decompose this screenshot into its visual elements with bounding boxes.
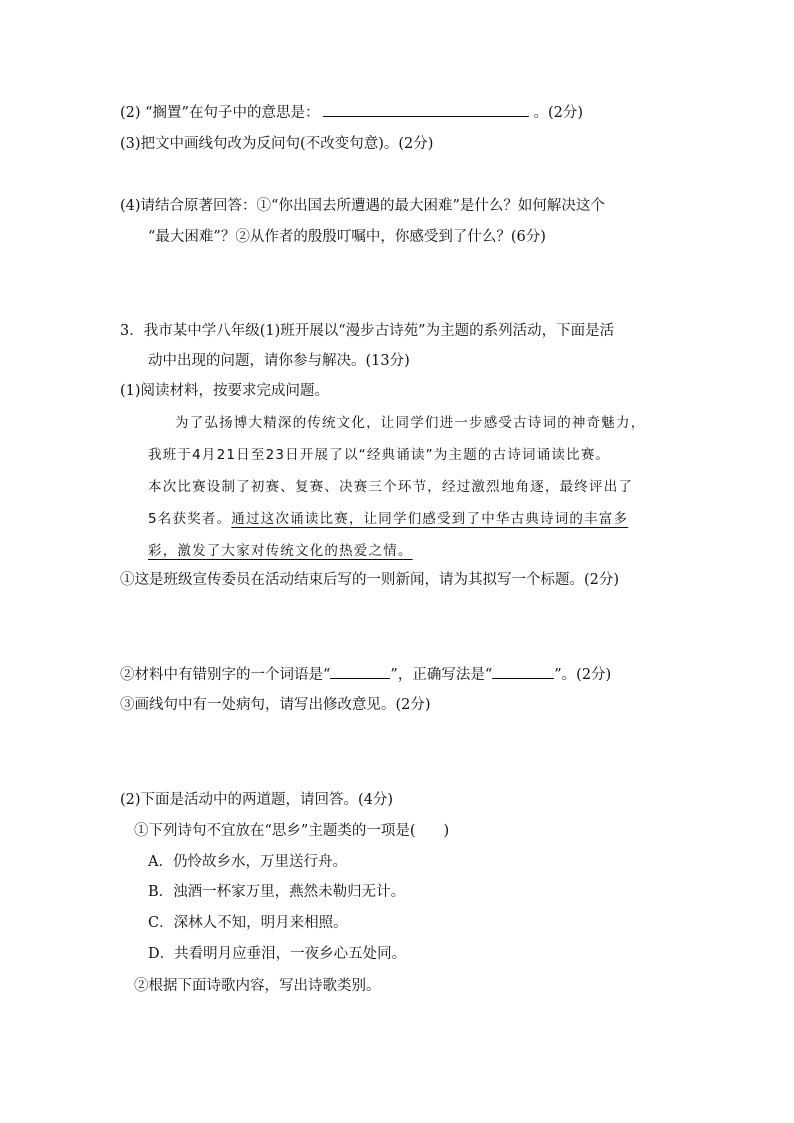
q3-intro-line1: 3．我市某中学八年级(1)班开展以“漫步古诗苑”为主题的系列活动，下面是活 [120, 323, 615, 339]
q2-sub3: (3)把文中画线句改为反问句(不改变句意)。(2分) [120, 136, 434, 152]
q3-task2-b: ”，正确写法是“ [390, 667, 493, 683]
mc-option-a: A．仍怜故乡水，万里送行舟。 [148, 854, 347, 870]
q3-part2-title: (2)下面是活动中的两道题，请回答。(4分) [120, 792, 394, 808]
mc-question-stem [134, 821, 449, 841]
q3-intro-line2: 动中出现的问题，请你参与解决。(13分) [148, 353, 410, 369]
q3-task2 [120, 664, 611, 685]
mc-option-c: C．深林人不知，明月来相照。 [148, 915, 348, 931]
material-underlined-sentence-part2: 彩，激发了大家对传统文化的热爱之情。 [148, 543, 413, 559]
material-line5 [148, 541, 413, 561]
correct-word-blank[interactable] [492, 664, 554, 679]
material-line2: 我班于4月21日至23日开展了以“经典诵读”为主题的古诗词诵读比赛。 [148, 447, 611, 463]
material-line3: 本次比赛设制了初赛、复赛、决赛三个环节，经过激烈地角逐，最终评出了 [148, 479, 634, 495]
material-underlined-sentence-part1: 通过这次诵读比赛，让同学们感受到了中华古典诗词的丰富多 [231, 511, 629, 527]
wrong-word-blank[interactable] [330, 664, 390, 679]
q3-task2-a: ②材料中有错别字的一个词语是“ [120, 667, 331, 683]
q2-sub2-suffix: 。(2分) [533, 105, 584, 121]
q3-task-last: ②根据下面诗歌内容，写出诗歌类别。 [134, 978, 381, 994]
mc-stem-close: ) [443, 823, 450, 839]
material-line4 [148, 509, 628, 529]
q2-sub2-prefix: (2) “搁置”在句子中的意思是： [120, 105, 320, 121]
q3-part1-title: (1)阅读材料，按要求完成问题。 [120, 383, 330, 399]
q2-sub4-line2: “最大困难”？②从作者的殷殷叮嘱中，你感受到了什么？(6分) [148, 229, 546, 245]
q3-task3: ③画线句中有一处病句，请写出修改意见。(2分) [120, 697, 431, 713]
q2-sub2-answer-blank[interactable] [323, 102, 529, 117]
mc-stem-text: ①下列诗句不宜放在“思乡”主题类的一项是( [134, 823, 416, 839]
material-line1: 为了弘扬博大精深的传统文化，让同学们进一步感受古诗词的神奇魅力， [175, 415, 646, 431]
q3-task1: ①这是班级宣传委员在活动结束后写的一则新闻，请为其拟写一个标题。(2分) [120, 572, 620, 588]
q2-sub4-line1: (4)请结合原著回答：①“你出国去所遭遇的最大困难”是什么？如何解决这个 [120, 198, 605, 214]
q2-sub2 [120, 102, 583, 123]
mc-option-b: B．浊酒一杯家万里，燕然未勒归无计。 [148, 884, 406, 900]
mc-option-d: D．共看明月应垂泪，一夜乡心五处同。 [148, 946, 407, 962]
material-line4-plain: 5名获奖者。 [148, 511, 232, 527]
q3-task2-c: ”。(2分) [554, 667, 612, 683]
